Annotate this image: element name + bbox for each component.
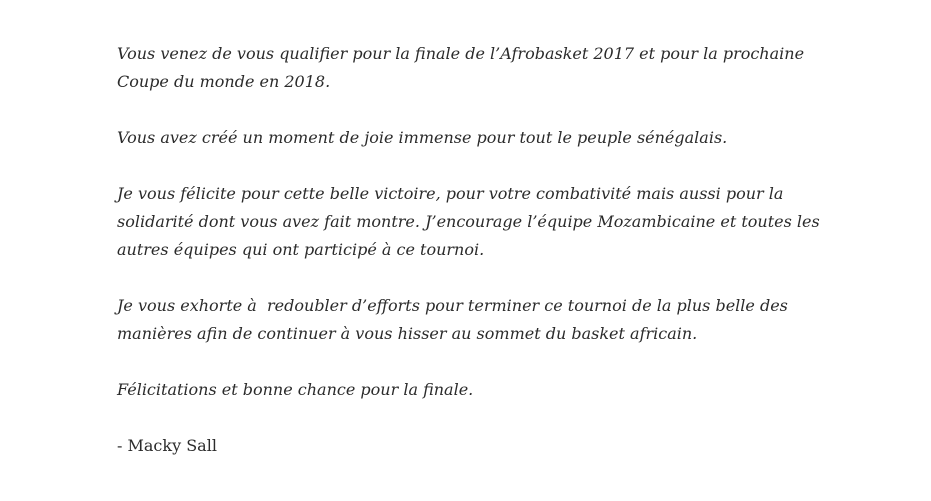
- signature: - Macky Sall: [117, 436, 217, 455]
- paragraph-exhortation: Je vous exhorte à redoubler d’efforts pour terminer ce tournoi de la plus belle des manières afin de continuer à vous hisser au sommet du basket africain.: [117, 296, 793, 343]
- paragraph-congratulations: Je vous félicite pour cette belle victoire, pour votre combativité mais aussi pour la solidarité dont vous avez fait montre. J’encourage l’équipe Mozambicaine et toutes les autres équipes qui ont participé à ce tournoi.: [117, 184, 825, 259]
- message-body: [117, 40, 827, 460]
- paragraph-qualification: Vous venez de vous qualifier pour la finale de l’Afrobasket 2017 et pour la prochaine Coupe du monde en 2018.: [117, 44, 810, 91]
- paragraph-joy: Vous avez créé un moment de joie immense pour tout le peuple sénégalais.: [117, 128, 728, 147]
- paragraph-good-luck: Félicitations et bonne chance pour la finale.: [117, 380, 474, 399]
